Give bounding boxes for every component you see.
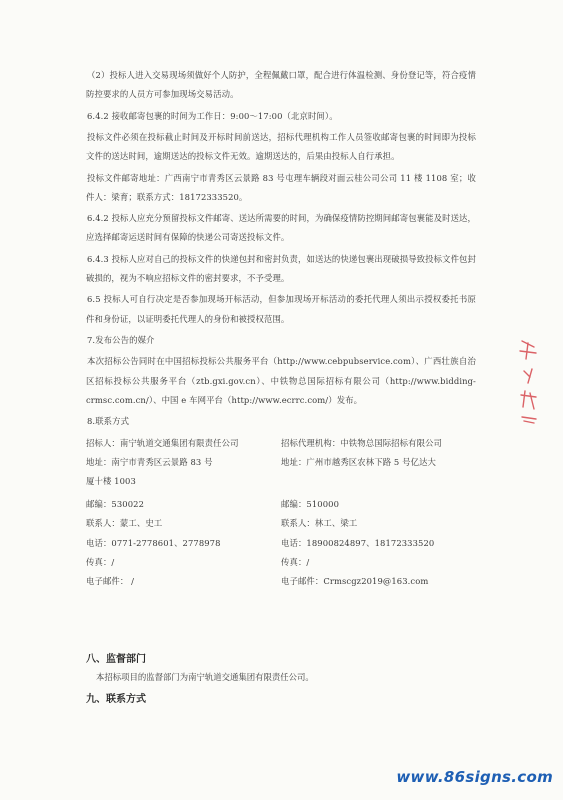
paragraph-5: 6.4.2 投标人应充分预留投标文件邮寄、送达所需要的时间，为确保疫情防控期间邮寄包裹能及时送达，应选择邮寄运送时间有保障的快递公司寄送投标文件。 xyxy=(86,213,476,243)
agent-text: 招标代理机构：中铁物总国际招标有限公司 xyxy=(281,437,443,448)
contact-row-address-2 xyxy=(86,472,476,491)
fax-right: 传真：/ xyxy=(281,556,310,567)
address-left: 地址：南宁市青秀区云景路 83 号 xyxy=(86,456,213,467)
person-left: 联系人：蒙工、史工 xyxy=(86,518,163,529)
zip-right: 邮编：510000 xyxy=(281,499,339,510)
paragraph-7: 6.5 投标人可自行决定是否参加现场开标活动，但参加现场开标活动的委托代理人须出示授权委托书原件和身份证，以证明委托代理人的身份和被授权范围。 xyxy=(86,294,476,324)
watermark-text: www.86signs.com xyxy=(396,768,553,786)
section-8-heading: 八、监督部门 xyxy=(86,654,146,665)
paragraph-4: 投标文件邮寄地址：广西南宁市青秀区云景路 83 号屯理车辆段对面云桂公司公司 11 楼 1108 室；收件人：梁育；联系方式：18172333520。 xyxy=(86,172,476,202)
seal-stamp-icon xyxy=(516,337,542,427)
address-right-cont: 厦十楼 1003 xyxy=(86,475,136,486)
address-right: 地址：广州市越秀区农林下路 5 号亿达大 xyxy=(281,456,437,467)
tenderer-text: 招标人：南宁轨道交通集团有限责任公司 xyxy=(86,437,239,448)
tel-right: 电话：18900824897、18172333520 xyxy=(281,537,435,548)
contact-row-address xyxy=(86,453,476,472)
paragraph-2: 6.4.2 接收邮寄包裹的时间为工作日：9:00～17:00（北京时间）。 xyxy=(87,110,338,121)
tel-left: 电话：0771-2778601、2778978 xyxy=(86,537,221,548)
paragraph-1: （2）投标人进入交易现场须做好个人防护，全程佩戴口罩，配合进行体温检测、身份登记等，符合疫情防控要求的人员方可参加现场交易活动。 xyxy=(86,70,476,100)
section-9-heading: 九、联系方式 xyxy=(86,694,146,705)
paragraph-6: 6.4.3 投标人应对自己的投标文件的快递包封和密封负责，如送达的快递包裹出现破损导致投标文件包封破损的，视为不响应招标文件的密封要求，不予受理。 xyxy=(86,253,476,283)
contact-row-person xyxy=(86,514,476,533)
paragraph-media: 本次招标公告同时在中国招标投标公共服务平台（http://www.cebpubservice.com）、广西壮族自治区招标投标公共服务平台（ztb.gxi.gov.cn）、中铁物总国际招标有限公司（http://www.bidding-crmsc.com.cn/）、中国 e 车网平台（http://www.ecrrc.com/）发布。 xyxy=(86,356,476,405)
zip-left: 邮编：530022 xyxy=(86,499,144,510)
contact-row-zip xyxy=(86,495,476,514)
contact-row-mail xyxy=(86,572,476,591)
mail-right: 电子邮件：Crmscgz2019@163.com xyxy=(281,575,429,586)
fax-left: 传真：/ xyxy=(86,556,115,567)
person-right: 联系人：林工、梁工 xyxy=(281,518,358,529)
section-7-title: 7.发布公告的媒介 xyxy=(87,334,155,345)
contact-row-tenderer xyxy=(86,434,476,453)
paragraph-3: 投标文件必须在投标截止时间及开标时间前送达，招标代理机构工作人员签收邮寄包裹的时间即为投标文件的送达时间，逾期送达的投标文件无效。逾期送达的，后果由投标人自行承担。 xyxy=(86,131,476,162)
contact-row-fax xyxy=(86,553,476,572)
supervise-text: 本招标项目的监督部门为南宁轨道交通集团有限责任公司。 xyxy=(96,672,314,682)
document-body xyxy=(86,66,476,591)
section-8-title: 8.联系方式 xyxy=(87,416,130,427)
contact-row-tel xyxy=(86,534,476,553)
mail-left: 电子邮件： / xyxy=(86,575,135,586)
